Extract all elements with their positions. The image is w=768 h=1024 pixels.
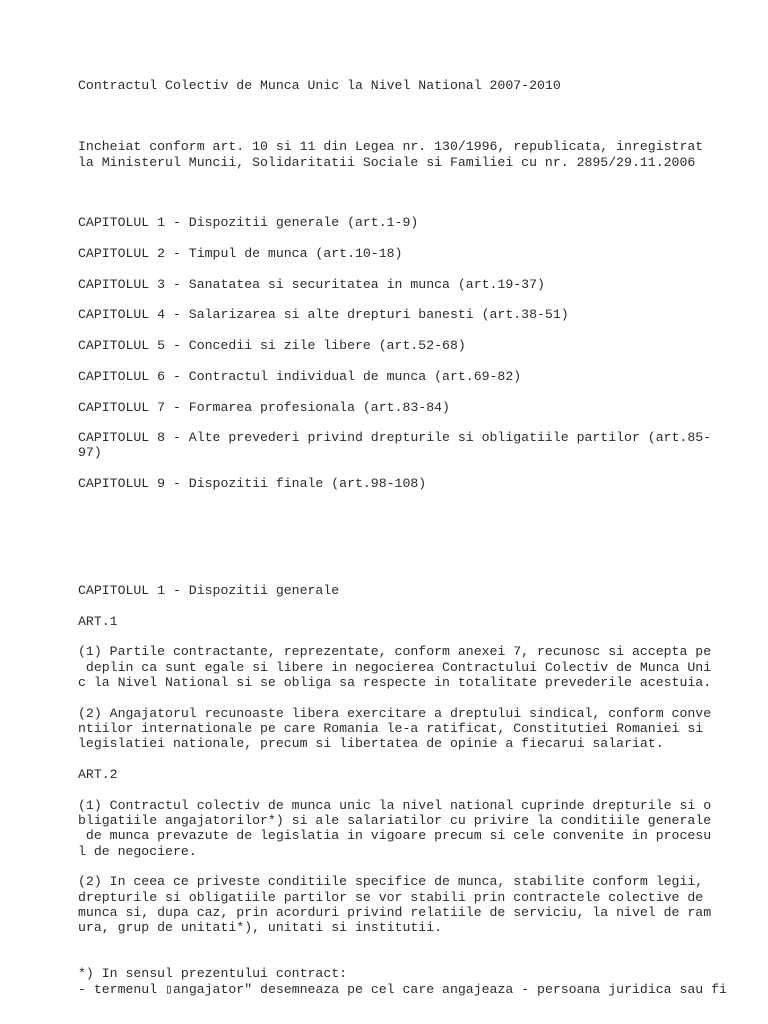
- toc-entry-chapter-8-cont: 97): [78, 445, 102, 460]
- art1-paragraph-2: (2) Angajatorul recunoaste libera exercitare a dreptului sindical, conform conve: [78, 706, 712, 721]
- art1-paragraph-1: deplin ca sunt egale si libere in negocierea Contractului Colectiv de Munca Uni: [78, 660, 712, 675]
- art2-paragraph-1: de munca prevazute de legislatia in vigoare precum si cele convenite in procesu: [78, 828, 712, 843]
- article-heading-art1: ART.1: [78, 614, 118, 629]
- article-heading-art2: ART.2: [78, 767, 118, 782]
- art2-paragraph-2: (2) In ceea ce priveste conditiile specifice de munca, stabilite conform legii,: [78, 874, 704, 889]
- art1-paragraph-2: ntiilor internationale pe care Romania le-a ratificat, Constitutiei Romaniei si: [78, 721, 704, 736]
- art2-paragraph-1: bligatiile angajatorilor*) si ale salariatilor cu privire la conditiile generale: [78, 813, 712, 828]
- toc-entry-chapter-7: CAPITOLUL 7 - Formarea profesionala (art.83-84): [78, 400, 450, 415]
- toc-entry-chapter-2: CAPITOLUL 2 - Timpul de munca (art.10-18): [78, 246, 403, 261]
- art2-paragraph-1: (1) Contractul colectiv de munca unic la nivel national cuprinde drepturile si o: [78, 798, 712, 813]
- toc-entry-chapter-6: CAPITOLUL 6 - Contractul individual de munca (art.69-82): [78, 369, 522, 384]
- preamble-line: la Ministerul Muncii, Solidaritatii Sociale si Familiei cu nr. 2895/29.11.2006: [78, 155, 696, 170]
- art1-paragraph-2: legislatiei nationale, precum si libertatea de opinie a fiecarui salariat.: [78, 736, 664, 751]
- art2-paragraph-2: munca si, dupa caz, prin acorduri privind relatiile de serviciu, la nivel de ram: [78, 905, 712, 920]
- toc-entry-chapter-4: CAPITOLUL 4 - Salarizarea si alte drepturi banesti (art.38-51): [78, 307, 569, 322]
- toc-entry-chapter-1: CAPITOLUL 1 - Dispozitii generale (art.1-9): [78, 215, 419, 230]
- document-title: Contractul Colectiv de Munca Unic la Nivel National 2007-2010: [78, 78, 561, 93]
- art2-paragraph-1: l de negociere.: [78, 844, 197, 859]
- footnote-line: *) In sensul prezentului contract:: [78, 966, 348, 981]
- art2-paragraph-2: ura, grup de unitati*), unitati si institutii.: [78, 920, 443, 935]
- chapter-heading: CAPITOLUL 1 - Dispozitii generale: [78, 583, 340, 598]
- art1-paragraph-1: c la Nivel National si se obliga sa respecte in totalitate prevederile acestuia.: [78, 675, 712, 690]
- footnote-line: - termenul ▯angajator" desemneaza pe cel care angajeaza - persoana juridica sau fi: [78, 982, 727, 997]
- toc-entry-chapter-8: CAPITOLUL 8 - Alte prevederi privind drepturile si obligatiile partilor (art.85-: [78, 430, 712, 445]
- preamble-line: Incheiat conform art. 10 si 11 din Legea nr. 130/1996, republicata, inregistrat: [78, 139, 704, 154]
- toc-entry-chapter-9: CAPITOLUL 9 - Dispozitii finale (art.98-108): [78, 476, 427, 491]
- toc-entry-chapter-3: CAPITOLUL 3 - Sanatatea si securitatea in munca (art.19-37): [78, 277, 545, 292]
- art1-paragraph-1: (1) Partile contractante, reprezentate, conform anexei 7, recunosc si accepta pe: [78, 644, 712, 659]
- toc-entry-chapter-5: CAPITOLUL 5 - Concedii si zile libere (art.52-68): [78, 338, 466, 353]
- art2-paragraph-2: drepturile si obligatiile partilor se vor stabili prin contractele colective de: [78, 890, 704, 905]
